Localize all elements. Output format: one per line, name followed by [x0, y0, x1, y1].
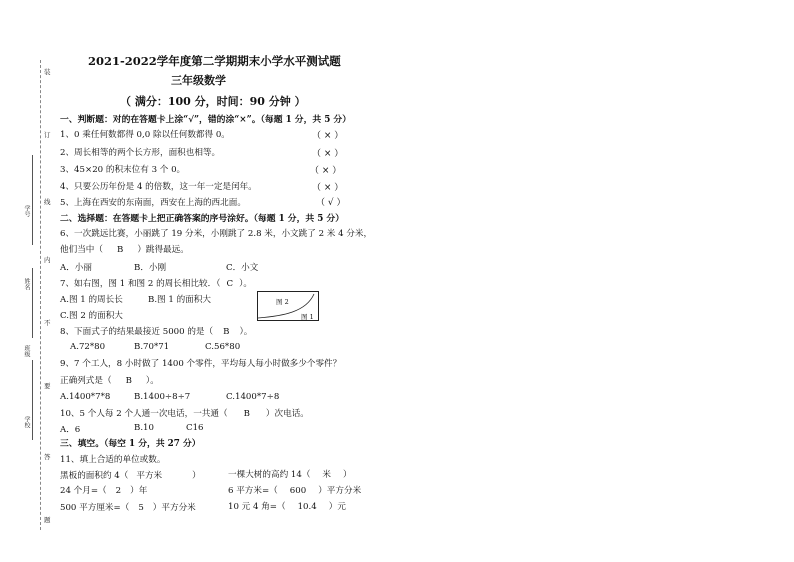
perimeter-figure: [257, 291, 319, 321]
question-text: 6、一次跳远比赛，小丽跳了 19 分米，小刚跳了 2.8 米，小文跳了 2 米 4 分米，: [60, 229, 373, 239]
option-b: B.70*71: [134, 342, 170, 352]
fill-text: 黑板的面积约 4（: [60, 471, 129, 481]
option-b: B．小刚: [134, 263, 167, 273]
margin-char: 答: [44, 453, 51, 461]
fill-row-left: [60, 469, 201, 481]
answer-mark: （ × ）: [312, 149, 344, 159]
option-c: C．小文: [226, 263, 259, 273]
question-line: [60, 325, 252, 337]
question-text: ）次电话。: [265, 409, 309, 419]
margin-char: 不: [44, 319, 51, 327]
binding-line: [40, 60, 41, 530]
margin-char: 要: [44, 382, 51, 390]
option-c: C.1400*7÷8: [226, 392, 280, 402]
question-text: 4、只要公历年份是 4 的倍数，这一年一定是闰年。: [60, 182, 257, 192]
class-field-line: [32, 268, 33, 338]
fill-row-left: [60, 501, 196, 513]
question-text: 他们当中（: [60, 245, 103, 255]
question-text: 9、7 个工人，8 小时做了 1400 个零件，平均每人每小时做多少个零件？: [60, 359, 342, 369]
option-b: B.10: [134, 423, 154, 433]
section-heading: 一、判断题：对的在答题卡上涂“√”，错的涂“×”。（每题 1 分，共 5 分）: [60, 115, 352, 125]
fill-text: ）年: [130, 486, 148, 496]
answer-mark: （ × ）: [310, 166, 342, 176]
name-field-line: [32, 155, 33, 245]
answer-filled: B: [125, 376, 132, 386]
question-text: ）。: [239, 279, 252, 289]
answer-filled: 5: [138, 503, 144, 513]
exam-info: （ 满分：100 分，时间：90 分钟 ）: [120, 95, 306, 108]
option-a: A.图 1 的周长长: [60, 295, 123, 305]
margin-label-school: 学校: [23, 416, 30, 428]
answer-filled: 10.4: [297, 502, 317, 512]
question-text: 1、0 乘任何数都得 0,0 除以任何数都得 0。: [60, 130, 230, 140]
option-c: C.56*80: [205, 342, 241, 352]
option-c: C16: [186, 423, 204, 433]
page-title: 2021-2022学年度第二学期期末小学水平测试题: [88, 54, 341, 68]
fill-text: 10 元 4 角=（: [228, 502, 286, 512]
question-text: ）。: [145, 376, 159, 386]
answer-filled: C: [226, 279, 234, 289]
school-field-line: [32, 360, 33, 440]
question-text: 10、5 个人每 2 个人通一次电话，一共通（: [60, 409, 228, 419]
answer-mark: （ × ）: [312, 183, 344, 193]
question-text: 2、周长相等的两个长方形，面积也相等。: [60, 148, 221, 158]
margin-label-class: 班级: [23, 345, 30, 357]
answer-filled: 平方米: [136, 471, 163, 481]
fill-text: 24 个月=（: [60, 486, 107, 496]
option-b: B.图 1 的面积大: [148, 295, 211, 305]
question-text: ）跳得最远。: [137, 245, 189, 255]
answer-filled: B: [223, 327, 230, 337]
question-line: [60, 407, 309, 419]
margin-char: 内: [44, 256, 51, 264]
fill-row-left: [60, 484, 147, 496]
margin-char: 线: [44, 198, 51, 206]
answer-filled: B: [116, 245, 124, 255]
fill-text: 6 平方米=（: [228, 486, 278, 496]
figure-label-1: 图 1: [301, 313, 314, 321]
fill-text: ）平方分米: [152, 503, 196, 513]
margin-char: 订: [44, 131, 51, 139]
fill-row-right: [228, 484, 361, 496]
question-text: 11、填上合适的单位或数。: [60, 455, 166, 465]
answer-filled: 2: [115, 486, 122, 496]
option-b: B.1400÷8÷7: [134, 392, 191, 402]
answer-filled: 米: [322, 470, 332, 480]
margin-label-name: 姓名: [23, 278, 30, 290]
fill-text: ）: [343, 470, 352, 480]
question-text: 8、下面式子的结果最接近 5000 的是（: [60, 327, 214, 337]
fill-text: 一棵大树的高约 14（: [228, 470, 311, 480]
question-line: [60, 243, 189, 255]
section-heading: 三、填空。（每空 1 分，共 27 分）: [60, 439, 201, 449]
fill-text: ）元: [328, 502, 346, 512]
question-line: [60, 277, 252, 289]
question-text: ）。: [239, 327, 253, 337]
question-text: 正确列式是（: [60, 376, 112, 386]
fill-text: ）: [192, 471, 201, 481]
question-text: 7、如右图，图 1 和图 2 的周长相比较．（: [60, 279, 221, 289]
answer-mark: （ × ）: [312, 131, 344, 141]
margin-char: 装: [44, 68, 51, 76]
question-text: 3、45×20 的积末位有 3 个 0。: [60, 165, 186, 175]
option-c: C.图 2 的面积大: [60, 311, 123, 321]
figure-label-2: 图 2: [276, 298, 289, 306]
question-line: [60, 374, 159, 386]
fill-row-right: [228, 468, 352, 480]
fill-row-right: [228, 500, 346, 512]
question-text: 5、上海在西安的东南面，西安在上海的西北面。: [60, 198, 246, 208]
answer-mark: （ √ ）: [316, 198, 346, 208]
answer-filled: B: [243, 409, 250, 419]
fill-text: 500 平方厘米=（: [60, 503, 130, 513]
section-heading: 二、选择题：在答题卡上把正确答案的序号涂好。（每题 1 分，共 5 分）: [60, 214, 345, 224]
page-subtitle: 三年级数学: [171, 74, 226, 87]
option-a: A．6: [60, 425, 81, 435]
answer-filled: 600: [289, 486, 307, 496]
option-a: A.1400*7*8: [60, 392, 111, 402]
margin-char: 题: [44, 516, 51, 524]
option-a: A.72*80: [70, 342, 106, 352]
fill-text: ）平方分米: [318, 486, 362, 496]
margin-label-student-id: 学号: [23, 205, 30, 217]
option-a: A．小丽: [60, 263, 92, 273]
